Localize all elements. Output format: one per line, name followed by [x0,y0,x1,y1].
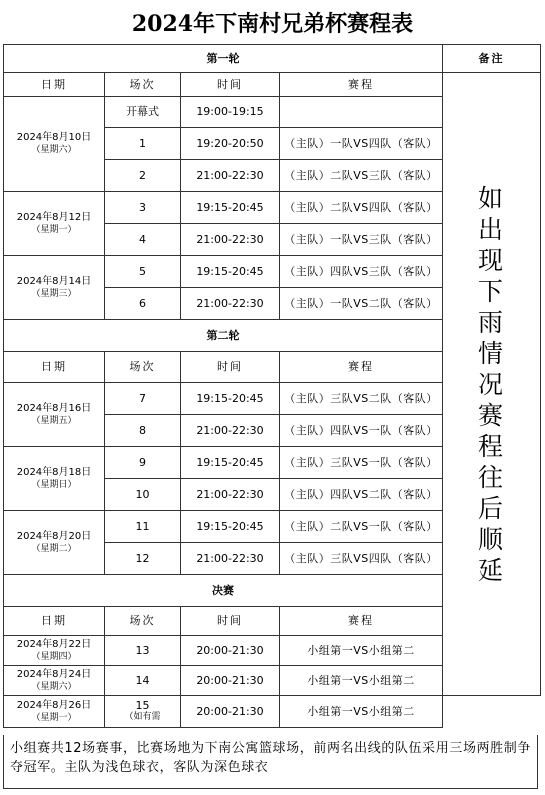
opening-time: 19:00-19:15 [181,97,280,128]
weekday-text: （星期一） [31,224,77,235]
remark-char: 程 [477,431,505,461]
game-match: （主队）一队VS三队（客队） [280,224,443,256]
game-number: 11 [105,511,181,543]
game-match: （主队）二队VS三队（客队） [280,160,443,192]
game-match: 小组第一VS小组第二 [280,696,443,728]
game-number-text: 15 [135,699,150,712]
opening-label: 开幕式 [105,97,181,128]
header-time-label: 时间 [217,614,243,627]
remark-char: 雨 [477,307,505,337]
remark-char: 出 [477,214,505,244]
header-game [105,73,181,97]
date-cell [4,256,105,320]
game-match: （主队）四队VS二队（客队） [280,479,443,511]
final-title: 决赛 [4,575,443,607]
date-cell [4,511,105,575]
remark-char: 现 [477,245,505,275]
game-number: 12 [105,543,181,575]
header-date-label: 日期 [41,614,67,627]
footer-note: 小组赛共12场赛事，比赛场地为下南公寓篮球场，前两名出线的队伍采用三场两胜制争夺冠军。主队为浅色球衣，客队为深色球衣 [3,735,538,789]
remark-char: 如 [477,183,505,213]
remark-char: 后 [477,493,505,523]
header-game [105,607,181,636]
round1-title: 第一轮 [4,45,443,73]
date-text: 2024年8月18日 [16,466,92,478]
game-time: 19:15-20:45 [181,511,280,543]
game-number: 3 [105,192,181,224]
header-match-label: 赛程 [348,77,374,91]
game-match: （主队）一队VS四队（客队） [280,128,443,160]
game-match: （主队）三队VS一队（客队） [280,447,443,479]
game-number: 6 [105,288,181,320]
weekday-text: （星期一） [31,712,77,723]
remark-cell [443,73,541,696]
remark-char: 下 [477,276,505,306]
game-number-note: （如有需 [124,712,161,722]
game-match: （主队）三队VS四队（客队） [280,543,443,575]
date-cell [4,383,105,447]
remark-char: 情 [477,338,505,368]
game-match: （主队）二队VS四队（客队） [280,192,443,224]
header-time-label: 时间 [217,77,243,91]
game-number: 14 [105,666,181,696]
table-row [4,73,541,97]
game-number: 13 [105,636,181,666]
game-match: 小组第一VS小组第二 [280,636,443,666]
header-match [280,607,443,636]
game-time: 19:20-20:50 [181,128,280,160]
game-match: （主队）一队VS二队（客队） [280,288,443,320]
game-number: 8 [105,415,181,447]
date-text: 2024年8月24日 [16,668,92,680]
remark-char: 赛 [477,400,505,430]
header-time [181,73,280,97]
game-match: （主队）四队VS三队（客队） [280,256,443,288]
page-title: 2024年下南村兄弟杯赛程表 [131,10,414,37]
game-time: 20:00-21:30 [181,696,280,728]
game-number: 10 [105,479,181,511]
game-time: 19:15-20:45 [181,192,280,224]
date-text: 2024年8月16日 [16,402,92,414]
header-game-label: 场次 [129,77,156,91]
remark-char: 况 [477,369,505,399]
remark-header: 备注 [443,45,541,73]
game-time: 21:00-22:30 [181,288,280,320]
weekday-text: （星期日） [31,479,77,490]
weekday-text: （星期五） [31,415,77,426]
game-number [105,696,181,728]
date-text: 2024年8月10日 [16,132,92,143]
remark-char: 顺 [477,524,505,554]
header-date-label: 日期 [41,77,67,91]
game-number: 1 [105,128,181,160]
header-date [4,607,105,636]
game-match: （主队）二队VS一队（客队） [280,511,443,543]
game-time: 21:00-22:30 [181,160,280,192]
date-cell [4,447,105,511]
game-time: 21:00-22:30 [181,543,280,575]
remark-char: 往 [477,462,505,492]
opening-match [280,97,443,128]
header-date-label: 日期 [41,360,67,373]
header-date [4,73,105,97]
game-time: 21:00-22:30 [181,224,280,256]
header-match-label: 赛程 [348,360,374,373]
weekday-text: （星期六） [31,681,77,692]
header-game [105,352,181,383]
date-text: 2024年8月14日 [16,275,92,287]
table-row [4,45,541,73]
game-number: 5 [105,256,181,288]
game-match: （主队）四队VS一队（客队） [280,415,443,447]
weekday-text: （星期三） [31,288,77,299]
game-number: 2 [105,160,181,192]
header-game-label: 场次 [129,360,156,373]
date-text: 2024年8月26日 [16,699,92,711]
header-match [280,73,443,97]
header-time [181,607,280,636]
game-time: 19:15-20:45 [181,447,280,479]
header-date [4,352,105,383]
header-time-label: 时间 [217,360,243,373]
header-time [181,352,280,383]
game-time: 19:15-20:45 [181,256,280,288]
schedule-table [3,44,541,728]
date-cell [4,636,105,666]
date-cell [4,97,105,192]
game-match: （主队）三队VS二队（客队） [280,383,443,415]
header-match-label: 赛程 [348,614,374,627]
game-time: 19:15-20:45 [181,383,280,415]
game-number: 7 [105,383,181,415]
game-time: 21:00-22:30 [181,415,280,447]
game-number: 9 [105,447,181,479]
game-time: 20:00-21:30 [181,636,280,666]
header-game-label: 场次 [129,614,156,627]
remark-char: 延 [477,555,505,585]
date-cell [4,192,105,256]
game-number: 4 [105,224,181,256]
round2-title: 第二轮 [4,320,443,352]
date-text: 2024年8月12日 [16,211,92,223]
date-text: 2024年8月22日 [16,638,92,650]
date-cell [4,666,105,696]
remark-text [443,183,540,586]
date-cell [4,696,105,728]
header-match [280,352,443,383]
game-match: 小组第一VS小组第二 [280,666,443,696]
game-time: 21:00-22:30 [181,479,280,511]
game-time: 20:00-21:30 [181,666,280,696]
weekday-text: （星期二） [31,543,77,554]
weekday-text: （星期四） [31,651,77,662]
table-row [4,696,541,728]
weekday-text: （星期六） [31,145,77,155]
date-text: 2024年8月20日 [16,530,92,542]
